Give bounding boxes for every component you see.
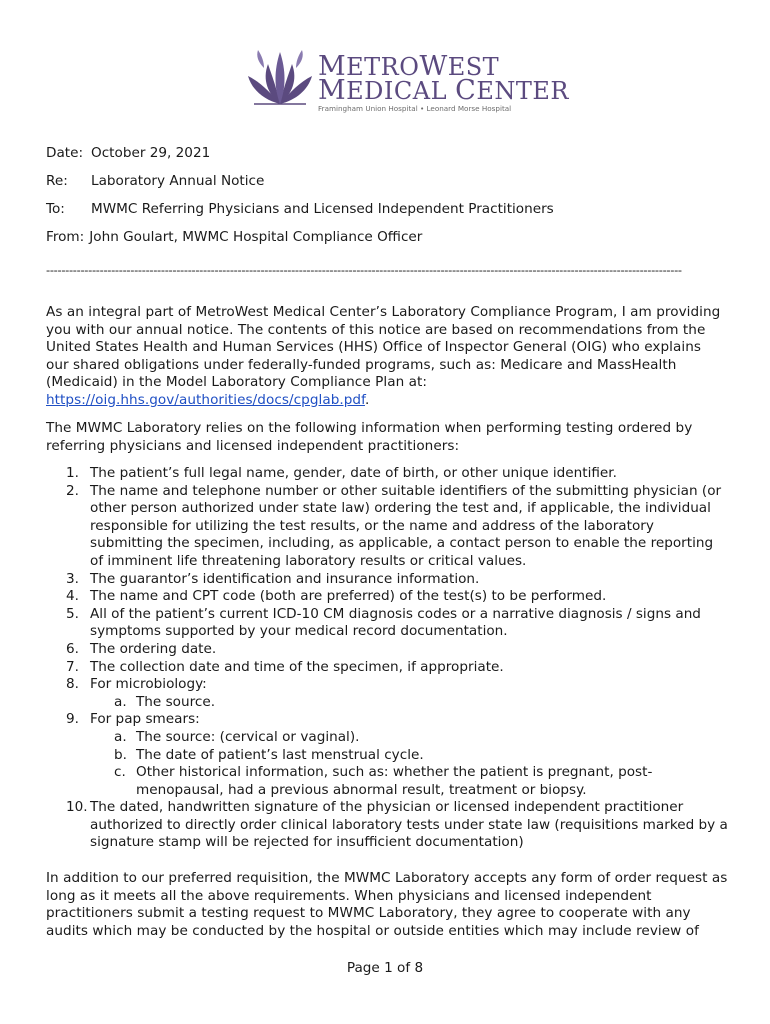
list-item: 10. The dated, handwritten signature of the physician or licensed independent practitioner authorized to directly order clinical laboratory tests under state law (requisitions marked by a signature stamp will be rejected for insufficient documentation) <box>66 799 728 851</box>
from-line <box>46 228 422 246</box>
list-item: 2. The name and telephone number or other suitable identifiers of the submitting physician (or other person authorized under state law) ordering the test and, if applicable, the individual responsible for utilizing the test results, or the name and address of the laboratory submitting the specimen, including, as applicable, a contact person to enable the reporting of imminent life threatening laboratory results or critical values. <box>66 482 722 569</box>
closing-paragraph: In addition to our preferred requisition, the MWMC Laboratory accepts any form of order request as long as it meets all the above requirements. When physicians and licensed independent practitioners submit a testing request to MWMC Laboratory, they agree to cooperate with any audits which may be conducted by the hospital or outside entities which may include review of <box>46 870 728 939</box>
re-label: Re: <box>46 173 68 189</box>
list-item: 9. For pap smears: <box>66 711 200 728</box>
to-value: MWMC Referring Physicians and Licensed Independent Practitioners <box>91 201 554 217</box>
date-label: Date: <box>46 145 84 161</box>
oig-link[interactable]: https://oig.hhs.gov/authorities/docs/cpglab.pdf <box>46 391 365 408</box>
to-line <box>46 200 554 218</box>
logo-subtitle: Framingham Union Hospital • Leonard Morse Hospital <box>318 104 512 113</box>
logo-title-line1: METROWEST <box>318 51 500 82</box>
list-item: 5. All of the patient’s current ICD-10 CM diagnosis codes or a narrative diagnosis / signs and symptoms supported by your medical record documentation. <box>66 605 701 640</box>
list-item: 8. For microbiology: <box>66 676 207 693</box>
separator-line: ---------------------------------------------------------------------------------------------------------------------------------------------------------------------- <box>46 263 682 277</box>
sub-list-item: c. Other historical information, such as: whether the patient is pregnant, post-menopausal, had a previous abnormal result, treatment or biopsy. <box>114 764 653 798</box>
page-number: Page 1 of 8 <box>346 960 424 976</box>
list-item: 3. The guarantor’s identification and insurance information. <box>66 570 480 587</box>
list-item: 6. The ordering date. <box>66 640 217 657</box>
date-value: October 29, 2021 <box>91 145 211 161</box>
list-item: 7. The collection date and time of the specimen, if appropriate. <box>66 658 504 675</box>
sub-list-item: a. The source: (cervical or vaginal). <box>114 728 360 745</box>
intro-text: As an integral part of MetroWest Medical Center’s Laboratory Compliance Program, I am providing you with our annual notice. The contents of this notice are based on recommendations from the United States Health and Human Services (HHS) Office of Inspector General (OIG) who explains our shared obligations under federally-funded programs, such as: Medicare and MassHealth (Medicaid) in the Model Laboratory Compliance Plan at: <box>46 304 721 390</box>
re-value: Laboratory Annual Notice <box>91 173 265 189</box>
from-label: From: <box>46 229 85 245</box>
reliance-paragraph: The MWMC Laboratory relies on the following information when performing testing ordered by referring physicians and licensed independent practitioners: <box>46 420 693 454</box>
to-label: To: <box>46 201 65 217</box>
logo-title-line2: MEDICAL CENTER <box>318 75 569 106</box>
sub-list-item: a. The source. <box>114 693 216 710</box>
requirements-list <box>46 465 728 852</box>
list-item: 1. The patient’s full legal name, gender, date of birth, or other unique identifier. <box>66 465 617 481</box>
re-line <box>46 172 264 190</box>
sub-list-item: b. The date of patient’s last menstrual cycle. <box>114 746 424 763</box>
from-value: John Goulart, MWMC Hospital Compliance Officer <box>89 229 423 245</box>
metrowest-logo <box>244 46 569 114</box>
date-line <box>46 144 210 162</box>
intro-paragraph: As an integral part of MetroWest Medical Center’s Laboratory Compliance Program, I am providing you with our annual notice. The contents of this notice are based on recommendations from the United States Health and Human Services (HHS) Office of Inspector General (OIG) who explains our shared obligations under federally-funded programs, such as: Medicare and MassHealth (Medicaid) in the Model Laboratory Compliance Plan at: https://oig.hhs.gov/authorities/docs/cpglab.pdf. <box>46 304 721 408</box>
lotus-flower-icon <box>244 46 316 110</box>
list-item: 4. The name and CPT code (both are preferred) of the test(s) to be performed. <box>66 588 607 605</box>
